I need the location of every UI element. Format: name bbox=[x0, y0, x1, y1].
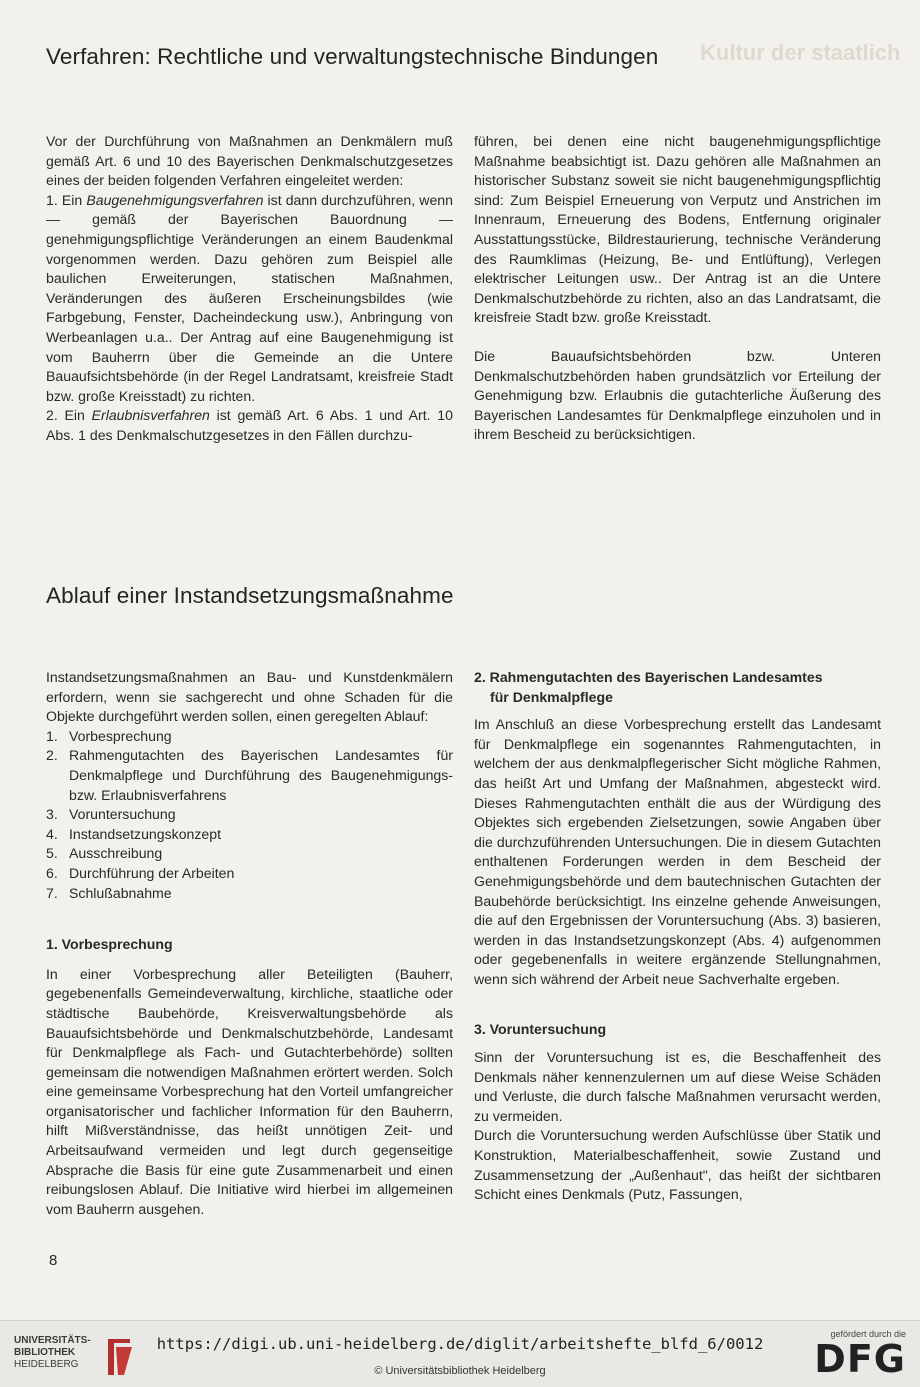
list-item: 4. Instandsetzungskonzept bbox=[46, 825, 222, 842]
emphasis: Baugenehmigungsverfahren bbox=[86, 191, 264, 208]
column-1 bbox=[46, 132, 453, 446]
paragraph: Sinn der Voruntersuchung ist es, die Beschaffenheit des Denkmals näher kennenzulernen um auf diese Weise Schäden und Verluste, die durch falsche Maßnahmen verursacht werden, zu vermeiden. bbox=[474, 1049, 881, 1124]
subheading-vorbesprechung: 1. Vorbesprechung bbox=[46, 936, 173, 953]
copyright-notice: © Universitätsbibliothek Heidelberg bbox=[374, 1365, 546, 1377]
paragraph: Durch die Voruntersuchung werden Aufschlüsse über Statik und Konstruktion, Materialbeschaffenheit, sowie Zustand und Zusammensetzung der „Außenhaut", das heißt der sichtbaren Schicht eines Denkmals (Putz, Fassungen, bbox=[474, 1127, 881, 1203]
list-item: 1. Vorbesprechung bbox=[46, 727, 172, 744]
paragraph: Im Anschluß an diese Vorbesprechung erstellt das Landesamt für Denkmalpflege ein sogenanntes Rahmengutachten, in welchem der aus denkmalpflegerischer Sicht mögliche Rahmen, das heißt Art und Umfang der Maßnahmen, abgesteckt wird. Dieses Rahmengutachten enthält die aus der Würdigung des Objektes sich ergebenden Zielsetzungen, sowie Angaben über die durchzuführenden Untersuchungen. Die in diesem Gutachten enthaltenen Forderungen werden in dem Bescheid der Genehmigungsbehörde und dem bautechnischen Gutachten der Baubehörde berücksichtigt. Ins einzelne gehende Anweisungen, die auf den Ergebnissen der Voruntersuchung (Abs. 3) basieren, werden in das Instandsetzungskonzept (Abs. 4) aufgenommen oder gegebenenfalls in weitere ergänzende Stellungnahmen, wenn sich während der Arbeit neue Sachverhalte ergeben. bbox=[474, 716, 881, 987]
paragraph: In einer Vorbesprechung aller Beteiligten (Bauherr, gegebenenfalls Gemeindeverwaltung, kirchliche, staatliche oder städtische Baubehörde, Kreisverwaltungsbehörde als Bauaufsichtsbehörde und Denkmalschutzbehörde, Landesamt für Denkmalpflege als Fach- und Gutachterbehörde) sollten gemeinsam die notwendigen Maßnahmen erörtert werden. Solch eine gemeinsame Vorbesprechung hat den Vorteil umfangreicher organisatorischer und fachlicher Information für den Bauherrn, hilft Mißverständnisse, das heißt unnötigen Zeit- und Arbeitsaufwand vermeiden und legt durch gegenseitige Absprache die Basis für eine gute Zusammenarbeit und einen reibungslosen Ablauf. Die Initiative wird hierbei im allgemeinen vom Bauherrn ausgehen. bbox=[46, 965, 453, 1217]
steps-list bbox=[46, 727, 453, 903]
column-4 bbox=[474, 668, 881, 1205]
dfg-logo[interactable]: gefördert durch die DFG bbox=[814, 1329, 906, 1381]
list-item: 2. Rahmengutachten des Bayerischen Landesamtes für Denkmalpflege und Durchführung des Baugenehmigungs- bzw. Erlaubnisverfahrens bbox=[46, 747, 453, 803]
subheading-rahmengutachten: 2. Rahmengutachten des Bayerischen Landesamtes für Denkmalpflege bbox=[474, 669, 823, 705]
paragraph: 2. Ein Erlaubnisverfahren ist gemäß Art. 6 Abs. 1 und Art. 10 Abs. 1 des Denkmalschutzgesetzes in den Fällen durchzu- bbox=[46, 407, 453, 443]
bleed-through-text: Kultur der staatlich bbox=[700, 40, 901, 65]
list-item: 5. Ausschreibung bbox=[46, 845, 163, 862]
emphasis: Erlaubnisverfahren bbox=[91, 407, 210, 424]
list-item: 3. Voruntersuchung bbox=[46, 806, 176, 823]
paragraph: 1. Ein Baugenehmigungsverfahren ist dann durchzuführen, wenn — gemäß der Bayerischen Bauordnung — genehmigungspflichtige Veränderungen an einem Baudenkmal vorgenommen werden. Dazu gehören zum Beispiel alle baulichen Erweiterungen, statischen Maßnahmen, Veränderungen des äußeren Erscheinungsbildes (wie Farbgebung, Fenster, Dacheindeckung usw.), Anbringung von Werbeanlagen u.a.. Der Antrag auf eine Baugenehmigung ist vom Bauherrn über die Gemeinde an die Untere Bauaufsichtsbehörde (in der Regel Landratsamt, kreisfreie Stadt bzw. große Kreisstadt) zu richten. bbox=[46, 191, 453, 404]
paragraph: Die Bauaufsichtsbehörden bzw. Unteren Denkmalschutzbehörden haben grundsätzlich vor Erteilung der Genehmigung bzw. Erlaubnis die gutachterliche Äußerung des Bayerischen Landesamtes für Denkmalpflege einzuholen und in ihrem Bescheid zu berücksichtigen. bbox=[474, 347, 881, 443]
paragraph: Instandsetzungsmaßnahmen an Bau- und Kunstdenkmälern erfordern, wenn sie sachgerecht und ohne Schaden für die Objekte durchgeführt werden sollen, einen geregelten Ablauf: bbox=[46, 669, 453, 725]
viewer-footer bbox=[0, 1320, 920, 1387]
list-item: 6. Durchführung der Arbeiten bbox=[46, 864, 235, 881]
page-number: 8 bbox=[49, 1252, 58, 1269]
list-item: 7. Schlußabnahme bbox=[46, 884, 172, 901]
document-url[interactable]: https://digi.ub.uni-heidelberg.de/diglit/arbeitshefte_blfd_6/0012 bbox=[156, 1335, 764, 1353]
subheading-voruntersuchung: 3. Voruntersuchung bbox=[474, 1020, 607, 1037]
section-heading-ablauf: Ablauf einer Instandsetzungsmaßnahme bbox=[46, 583, 454, 608]
section-heading-verfahren: Verfahren: Rechtliche und verwaltungstechnische Bindungen bbox=[46, 44, 659, 69]
paragraph: Vor der Durchführung von Maßnahmen an Denkmälern muß gemäß Art. 6 und 10 des Bayerischen Denkmalschutzgesetzes eines der beiden folgenden Verfahren eingeleitet werden: bbox=[46, 133, 453, 189]
library-logo-text: UNIVERSITÄTS- BIBLIOTHEK HEIDELBERG bbox=[14, 1335, 91, 1370]
column-2 bbox=[474, 132, 881, 445]
paragraph: führen, bei denen eine nicht baugenehmigungspflichtige Maßnahme beabsichtigt ist. Dazu gehören alle Maßnahmen an historischer Substanz soweit sie nicht baugenehmigungspflichtig sind: Zum Beispiel Erneuerung von Verputz und Anstrichen im Innenraum, Erneuerung des Bodens, Entfernung originaler Ausstattungsstücke, Bildrestaurierung, technische Veränderung des Raumklimas (Heizung, Be- und Entlüftung), Verlegen elektrischer Leitungen usw.. Der Antrag ist an die Untere Denkmalschutzbehörde zu richten, also an das Landratsamt, die kreisfreie Stadt bzw. große Kreisstadt. bbox=[474, 133, 881, 326]
column-3 bbox=[46, 668, 453, 1219]
